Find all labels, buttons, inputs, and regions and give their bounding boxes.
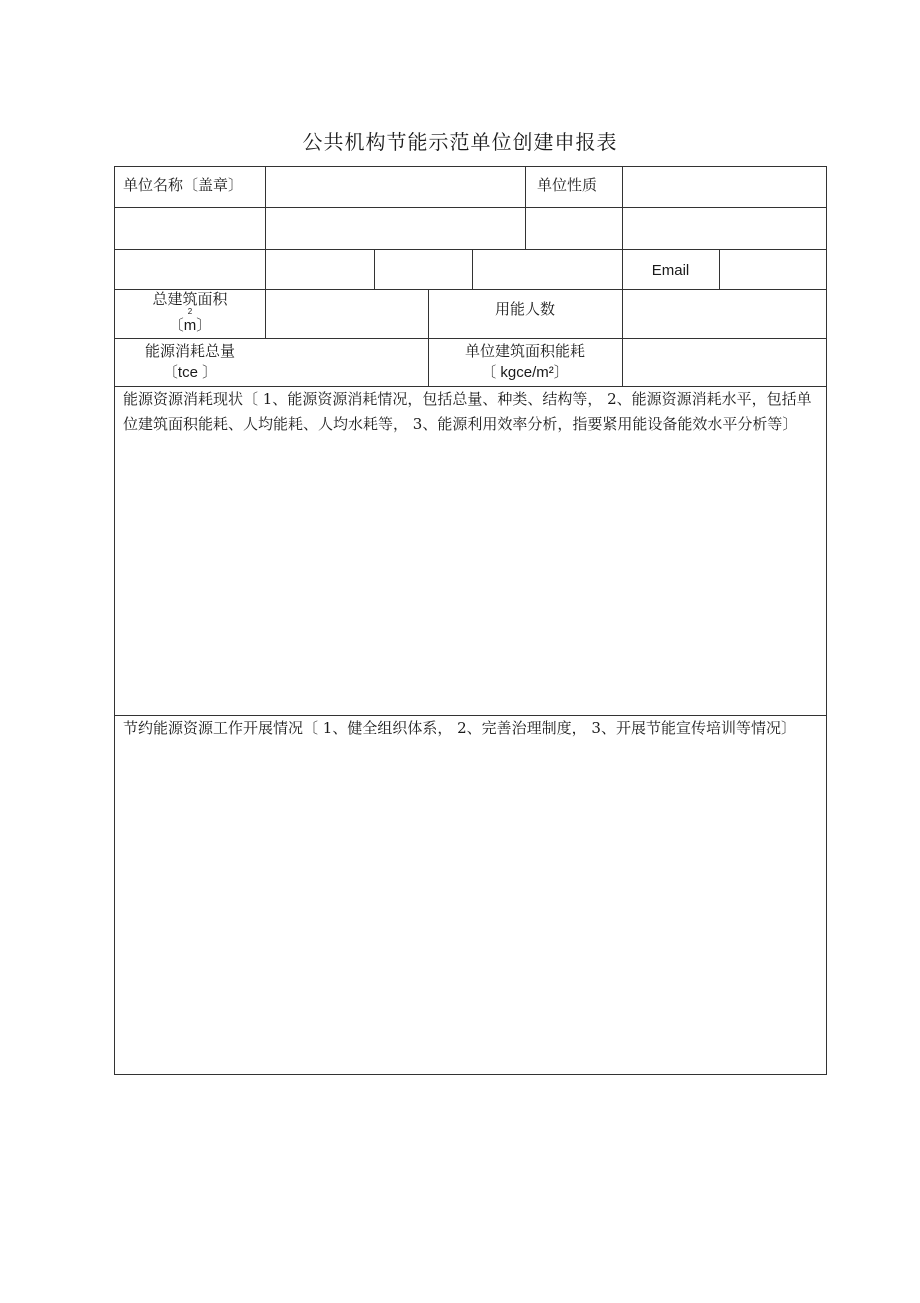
unit-name-label: 单位名称〔盖章〕	[123, 176, 244, 194]
unit-nature-label: 单位性质	[537, 176, 598, 194]
energy-users-label: 用能人数	[494, 300, 555, 318]
total-area-label-text: 总建筑面积	[152, 290, 228, 308]
total-area-unit-sup: 2	[187, 307, 193, 316]
col-divider-d	[374, 249, 375, 289]
unit-nature-field[interactable]	[623, 167, 826, 207]
row-divider-1	[115, 207, 826, 208]
application-form-table	[114, 166, 827, 1075]
consumption-status-note: 能源资源消耗现状〔 1、能源资源消耗情况，包括总量、种类、结构等， 2、能源资源消耗水平，包括单位建筑面积能耗、人均能耗、人均水耗等， 3、能源利用效率分析，指要紧用能设备能效水平分析等〕	[123, 390, 812, 433]
unit-area-energy-unit: 〔 kgce/m²〕	[481, 364, 569, 381]
unit-area-energy-label	[428, 339, 622, 386]
email-field[interactable]	[720, 250, 826, 289]
energy-total-label	[115, 339, 265, 386]
page-title: 公共机构节能示范单位创建申报表	[302, 130, 618, 154]
col-divider-b	[525, 167, 526, 249]
total-area-label	[115, 290, 265, 338]
conservation-work-section[interactable]	[115, 716, 826, 1074]
email-label: Email	[651, 262, 690, 279]
unit-area-energy-field[interactable]	[623, 339, 826, 386]
conservation-work-note: 节约能源资源工作开展情况〔 1、健全组织体系， 2、完善治理制度， 3、开展节能宣传培训等情况〕	[123, 719, 796, 737]
energy-total-unit: 〔tce 〕	[162, 364, 218, 381]
unit-area-energy-label-text: 单位建筑面积能耗	[464, 342, 585, 360]
energy-total-label-text: 能源消耗总量	[144, 342, 235, 360]
unit-name-field[interactable]	[266, 167, 525, 207]
energy-users-field[interactable]	[623, 290, 826, 338]
consumption-status-section[interactable]	[115, 387, 826, 715]
total-area-unit: 〔m〕	[168, 317, 212, 334]
total-area-field[interactable]	[266, 290, 428, 338]
energy-total-field[interactable]	[266, 339, 428, 386]
col-divider-e	[472, 249, 473, 289]
